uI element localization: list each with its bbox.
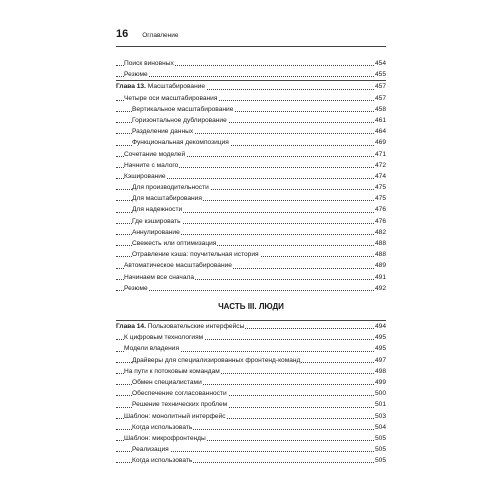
toc-page-number: 454 [374,58,386,69]
toc-entry [116,355,386,366]
toc-title-text: Свежесть или оптимизация [132,240,217,247]
toc-page-number: 455 [374,69,386,80]
toc-entry-title [124,345,180,352]
toc-entry [116,238,386,249]
toc-page-number: 488 [374,249,386,260]
toc-entry [116,260,386,271]
toc-entry-title [124,173,167,180]
toc-leader-dots [116,76,376,77]
toc-page-number: 501 [374,399,386,410]
toc-entry-title [132,206,183,213]
toc-title-text: Когда использовать [132,423,193,431]
toc-entry-title [132,379,203,386]
toc-chapter-entry [116,320,386,332]
toc-entry [116,377,386,388]
toc-title-text: Резюме [124,71,148,79]
toc-entry [116,332,386,343]
toc-entry-title [132,184,210,191]
toc-page-number: 461 [374,115,386,126]
toc-page-number: 505 [374,433,386,444]
toc-title-text: Реализация [132,446,169,454]
toc-entry [116,399,386,410]
toc-entry-title [132,106,234,113]
toc-title-text: Где кэшировать [132,217,181,225]
toc-page-number: 469 [374,137,386,148]
toc-entry-title [124,334,204,341]
toc-entry [116,455,386,466]
toc-entry [116,343,386,354]
toc-title-text: К цифровым технологиям [124,334,204,342]
toc-page-number: 457 [374,93,386,104]
toc-page-number: 503 [374,411,386,422]
toc-entry-title [132,357,301,364]
toc-entry-title [132,229,181,236]
toc-entry [116,227,386,238]
toc-title-text: Вертикальное масштабирование [132,105,234,113]
toc-page-number: 471 [374,149,386,160]
toc-page-number: 500 [374,388,386,399]
toc-entry [116,204,386,215]
toc-page-number: 504 [374,422,386,433]
toc-entry [116,160,386,171]
toc-title-text: Когда использовать [132,457,193,465]
toc-title-text: Автоматическое масштабирование [124,262,232,270]
toc-entry-title [132,446,170,453]
toc-entry [116,249,386,260]
toc-page-number: 474 [374,171,386,182]
part-title: ЧАСТЬ III. ЛЮДИ [218,302,284,311]
toc-entry-title [132,128,194,135]
toc-title-text: Решение технических проблем [132,401,228,409]
toc-title-text: Функциональная декомпозиция [132,139,229,147]
toc-title-text: Четыре оси масштабирования [124,94,218,102]
toc-entry [116,366,386,377]
toc-entry-title [124,368,221,375]
toc-page-number: 492 [374,283,386,294]
toc-page-number: 464 [374,126,386,137]
toc-entry-title [132,218,182,225]
toc-entry [116,149,386,160]
toc-leader-dots [116,290,376,291]
toc-entry [116,444,386,455]
toc-title-text: Отравление кэша: поучительная история [132,251,259,259]
toc-entry [116,272,386,283]
toc-title-text: Для надежности [132,206,183,214]
toc-page-number: 497 [374,355,386,366]
toc-entry-title [132,457,193,464]
toc-entry [116,193,386,204]
toc-entry [116,137,386,148]
toc-title-text: Обмен специалистами [132,378,202,386]
toc-entry-title [124,71,149,78]
toc-entry [116,58,386,69]
toc-title-text: Шаблон: монолитный интерфейс [124,412,226,420]
toc-page-number: 482 [374,227,386,238]
toc-title-text: Драйверы для специализированных фронтенд-команд [132,356,301,364]
chapter-label: Глава 14. [116,323,146,330]
toc-entry-title [132,240,217,247]
page-number: 16 [116,28,129,40]
toc-entry [116,422,386,433]
toc-entry-title [124,262,233,269]
toc-page-number: 488 [374,238,386,249]
toc-title-text: Сочетание моделей [124,150,186,158]
toc-entry-title [116,83,206,90]
toc-entry-title [124,413,227,420]
toc-entry [116,115,386,126]
toc-entry [116,104,386,115]
toc-entry [116,216,386,227]
toc-entry [116,388,386,399]
toc-block-1 [116,58,386,294]
toc-entry-title [132,139,230,146]
toc-block-2 [116,320,386,466]
toc-title-text: Горизонтальное дублирование [132,116,227,124]
toc-page-number: 472 [374,160,386,171]
toc-entry [116,283,386,294]
toc-page-number: 491 [374,272,386,283]
toc-page-number: 475 [374,193,386,204]
toc-entry-title [132,251,260,258]
toc-title-text: Начните с малого [124,161,179,169]
toc-entry-title [132,390,228,397]
toc-title-text: Шаблон: микрофронтенды [124,434,206,442]
toc-entry-title [132,401,228,408]
toc-entry-title [132,195,203,202]
toc-page-number: 476 [374,204,386,215]
toc-entry [116,171,386,182]
toc-entry [116,69,386,80]
toc-page-number: 499 [374,377,386,388]
toc-title-text: Начинаем все сначала [124,273,195,281]
running-title: Оглавление [142,32,179,39]
toc-entry-title [124,162,179,169]
toc-page-number: 495 [374,332,386,343]
toc-entry-title [132,424,193,431]
toc-page-number: 476 [374,216,386,227]
toc-page-number: 505 [374,455,386,466]
toc-entry-title [124,285,149,292]
toc-page-number: 495 [374,343,386,354]
toc-entry-title [116,323,245,330]
toc-title-text: Кэширование [124,172,166,180]
toc-title-text: Для производительности [132,184,209,192]
toc-page-number: 457 [374,81,386,92]
toc-page-number: 498 [374,366,386,377]
chapter-label: Глава 13. [116,83,146,91]
toc-title-text: Для масштабирования [132,195,202,203]
toc-entry [116,433,386,444]
toc-entry-title [124,435,207,442]
toc-entry [116,93,386,104]
toc-entry [116,182,386,193]
toc-entry-title [124,95,218,102]
toc-page-number: 489 [374,260,386,271]
toc-title-text: Модели владения [124,345,180,353]
toc-entry-title [124,274,195,281]
toc-entry-title [132,117,228,124]
toc-title-text: Поиск виновных [124,60,174,67]
toc-entry-title [124,60,175,67]
toc-chapter-entry [116,80,386,92]
toc-title-text: Масштабирование [147,83,206,91]
toc-title-text: Пользовательские интерфейсы [147,323,245,330]
toc-page-number: 458 [374,104,386,115]
toc-entry [116,411,386,422]
toc-page-number: 505 [374,444,386,455]
page-header [116,28,386,47]
toc-page-number: 494 [374,321,386,332]
toc-title-text: На пути к потоковым командам [124,367,220,375]
toc-title-text: Обеспечение согласованности [132,390,227,398]
toc-title-text: Аннулирование [132,228,180,236]
toc-title-text: Резюме [124,284,148,292]
toc-page-number: 475 [374,182,386,193]
toc-entry [116,126,386,137]
toc-title-text: Разделение данных [132,128,194,136]
toc-entry-title [124,151,186,158]
